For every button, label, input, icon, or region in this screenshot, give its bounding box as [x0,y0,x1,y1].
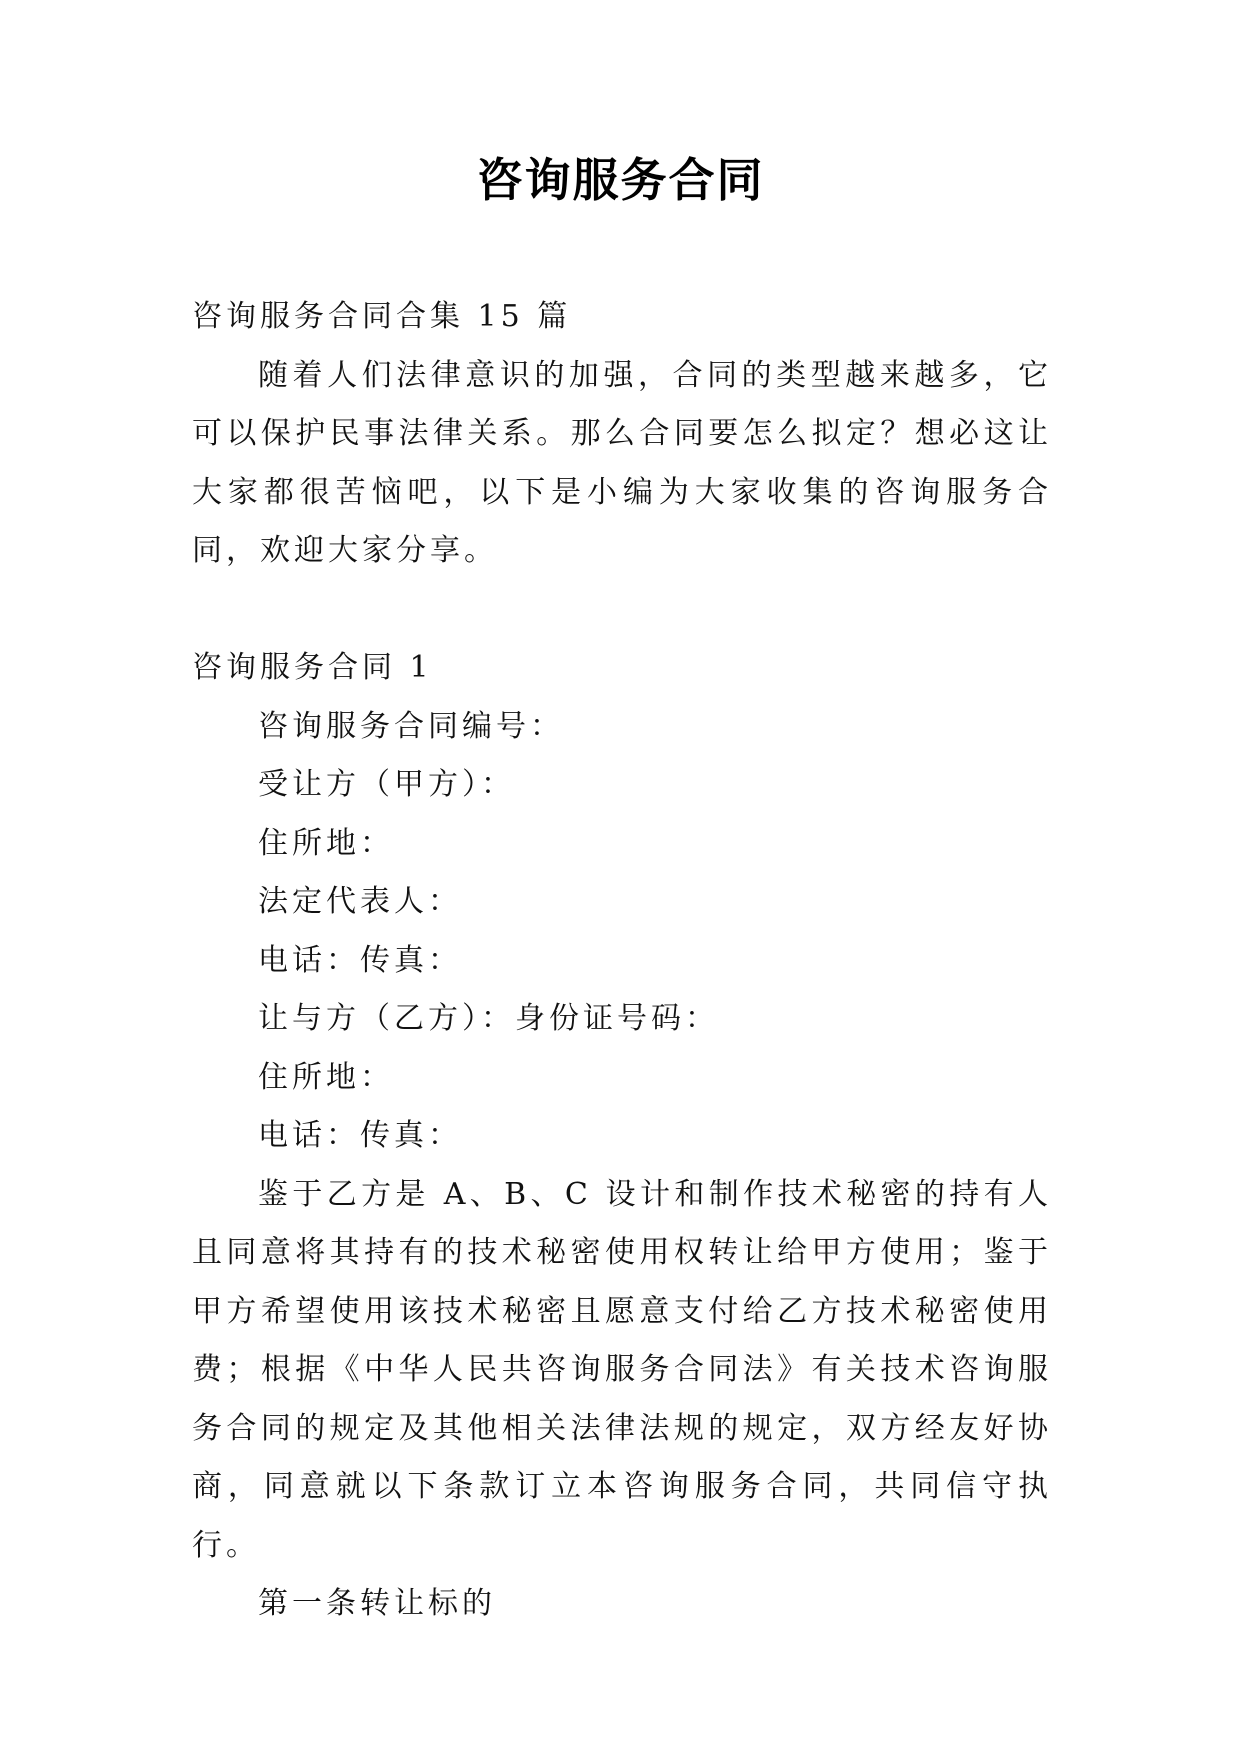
field-party-b-address: 住所地： [258,1059,394,1095]
field-party-b-id: 让与方（乙方）：身份证号码： [258,1001,719,1036]
section-spacer [192,581,1052,640]
field-contract-number: 咨询服务合同编号： [258,708,564,744]
document-title: 咨询服务合同 [476,153,765,207]
field-party-b-phone-fax: 电话：传真： [258,1118,462,1153]
article-1-heading: 第一条转让标的 [258,1586,496,1621]
field-legal-representative: 法定代表人： [258,884,462,919]
field-party-a: 受让方（甲方）： [258,767,515,802]
document-body [192,288,1052,1634]
section-heading: 咨询服务合同 1 [192,650,433,685]
intro-paragraph: 随着人们法律意识的加强，合同的类型越来越多，它可以保护民事法律关系。那么合同要怎么拟定？想必这让大家都很苦恼吧，以下是小编为大家收集的咨询服务合同，欢迎大家分享。 [192,357,1052,568]
field-party-a-address: 住所地： [258,825,394,861]
field-party-a-phone-fax: 电话：传真： [258,942,462,978]
recital-paragraph: 鉴于乙方是 A、B、C 设计和制作技术秘密的持有人且同意将其持有的技术秘密使用权转让给甲方使用；鉴于甲方希望使用该技术秘密且愿意支付给乙方技术秘密使用费；根据《中华人民共咨询服务合同法》有关技术咨询服务合同的规定及其他相关法律法规的规定，双方经友好协商，同意就以下条款订立本咨询服务合同，共同信守执行。 [192,1176,1052,1563]
collection-heading: 咨询服务合同合集 15 篇 [192,299,572,334]
